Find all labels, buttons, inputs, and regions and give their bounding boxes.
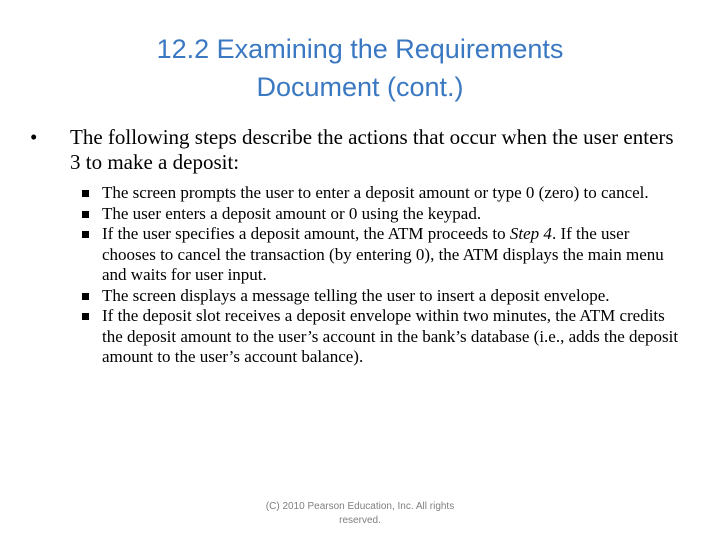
main-bullet-text: The following steps describe the actions that occur when the user enters 3 to make a deposit: — [70, 125, 674, 174]
square-bullet-icon — [82, 231, 89, 238]
slide-title-line-1: 12.2 Examining the Requirements — [156, 34, 564, 64]
square-bullet-icon — [82, 313, 89, 320]
sub-bullet-item — [82, 286, 682, 307]
sub-bullet-text-after: . If the user chooses to cancel the transaction (by entering 0), the ATM displays the main menu and waits for user input. — [102, 224, 664, 284]
sub-bullet-text: If the deposit slot receives a deposit envelope within two minutes, the ATM credits the deposit amount to the user’s account in the bank’s database (i.e., adds the deposit amount to the user’s account balance). — [102, 306, 679, 366]
main-bullet — [30, 125, 688, 175]
sub-bullet-item — [82, 306, 682, 368]
sub-bullet-item — [82, 204, 682, 225]
slide-title — [40, 30, 680, 106]
square-bullet-icon — [82, 293, 89, 300]
slide-title-line-2: Document (cont.) — [256, 72, 464, 102]
square-bullet-icon — [82, 190, 89, 197]
sub-bullet-text-before: If the user specifies a deposit amount, the ATM proceeds to — [102, 224, 510, 243]
sub-bullet-list — [82, 183, 682, 368]
square-bullet-icon — [82, 211, 89, 218]
sub-bullet-text: The screen displays a message telling the user to insert a deposit envelope. — [102, 285, 610, 305]
sub-bullet-item — [82, 224, 682, 286]
copyright-footer: (C) 2010 Pearson Education, Inc. All rights reserved. — [265, 501, 455, 526]
sub-bullet-text: The screen prompts the user to enter a deposit amount or type 0 (zero) to cancel. — [102, 183, 649, 202]
sub-bullet-text: The user enters a deposit amount or 0 using the keypad. — [102, 203, 482, 223]
step-4-emphasis: Step 4 — [509, 224, 552, 243]
bullet-dot-icon: • — [30, 125, 38, 149]
sub-bullet-item — [82, 183, 682, 204]
